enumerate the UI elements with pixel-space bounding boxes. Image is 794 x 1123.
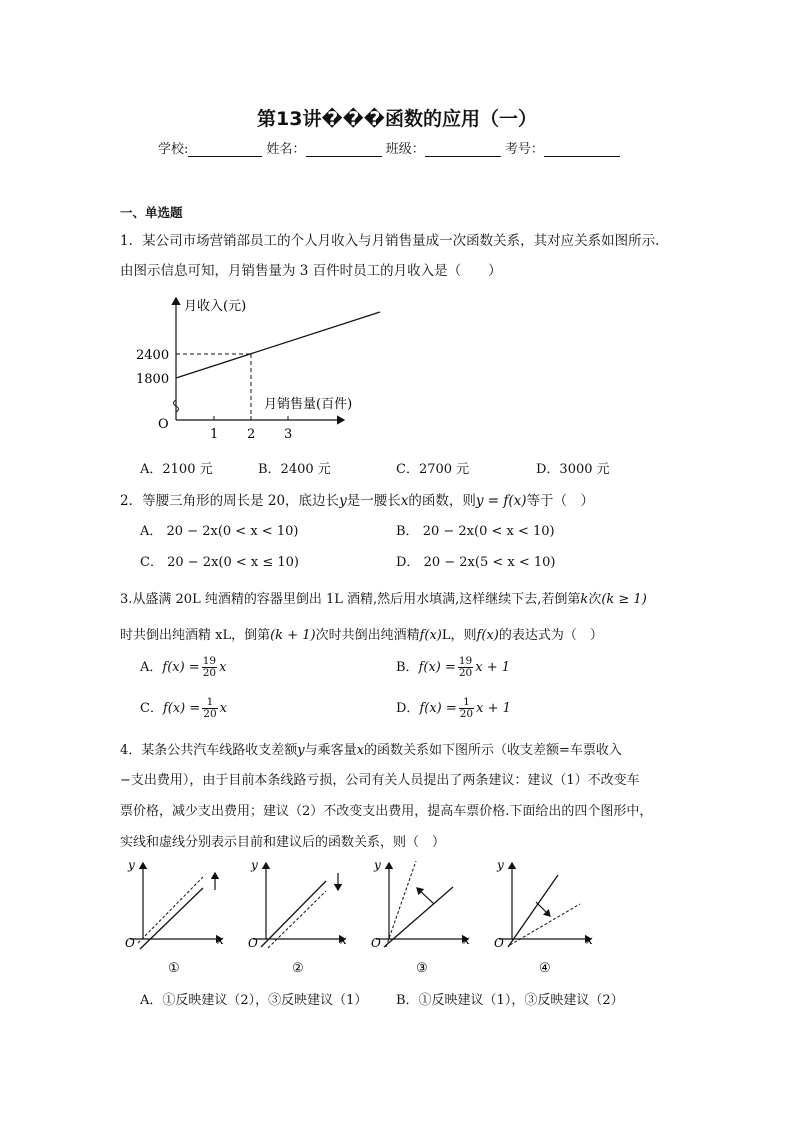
q4-line1-b: 与乘客量 xyxy=(304,743,357,758)
q3-line2-d: 的表达式为（ ） xyxy=(498,628,603,643)
q2-option-d-expr: 20 − 2x(5 < x < 10) xyxy=(423,555,556,570)
q3-option-b-den: 20 xyxy=(458,667,473,679)
q2-expr: y = f(x) xyxy=(475,493,527,509)
q1-xlabel: 月销售量(百件) xyxy=(264,397,353,412)
q1-tick-label-3: 3 xyxy=(284,427,293,442)
g4-arrow xyxy=(536,902,550,916)
q4-option-b[interactable]: B．①反映建议（1），③反映建议（2） xyxy=(396,993,624,1008)
q3-option-a-lhs: f(x) = xyxy=(162,660,200,675)
class-label: 班级： xyxy=(385,142,425,157)
q2-option-a-label: A． xyxy=(140,524,163,539)
q1-line xyxy=(176,312,380,378)
q1-option-a[interactable]: A．2100 元 xyxy=(140,462,213,477)
q3-option-a-frac xyxy=(202,656,217,679)
q2-var-x: x xyxy=(400,493,409,509)
q3-option-c-rhs: x xyxy=(219,701,227,716)
page-title: 第13讲���函数的应用（一） xyxy=(257,108,537,130)
q4-line3: 票价格，减少支出费用；建议（2）不改变支出费用，提高车票价格.下面给出的四个图形中， xyxy=(120,804,653,819)
q3-line2-c: L，则 xyxy=(441,628,477,643)
q1-line2: 由图示信息可知，月销售量为 3 百件时员工的月收入是（ ） xyxy=(120,263,502,279)
name-label: 姓名： xyxy=(266,142,306,157)
q2-option-c-label: C． xyxy=(140,555,163,570)
q2-stem xyxy=(120,489,594,509)
school-blank[interactable] xyxy=(188,143,262,157)
q4-var-y: y xyxy=(297,743,305,758)
q1-ylabel: 月收入(元) xyxy=(184,299,247,314)
q3-option-b-label: B． xyxy=(396,660,419,675)
q1-option-c[interactable]: C．2700 元 xyxy=(396,462,470,477)
q3-line2 xyxy=(120,624,603,643)
q3-option-b-rhs: x + 1 xyxy=(475,660,511,675)
name-blank[interactable] xyxy=(306,143,382,157)
q2-option-d-label: D． xyxy=(396,555,420,570)
q4-line2: −支出费用），由于目前本条线路亏损，公司有关人员提出了两条建议：建议（1）不改变车 xyxy=(120,773,640,788)
q4-graph-2 xyxy=(248,858,347,976)
number-blank[interactable] xyxy=(544,143,620,157)
q1-tick-label-2: 2 xyxy=(247,427,256,442)
student-info xyxy=(158,138,620,157)
q4-line1 xyxy=(120,739,622,758)
q3-option-d-num: 1 xyxy=(459,697,474,709)
q3-option-c-den: 20 xyxy=(203,708,217,720)
q3-option-b-lhs: f(x) = xyxy=(418,660,456,675)
g1-dashed-line xyxy=(138,877,203,943)
q2-option-c-expr: 20 − 2x(0 < x ≤ 10) xyxy=(167,555,299,570)
q2-option-d[interactable] xyxy=(396,551,555,570)
g3-y-label: y xyxy=(374,858,381,872)
g4-y-label: y xyxy=(497,858,504,872)
q2-option-a-expr: 20 − 2x(0 < x < 10) xyxy=(166,524,299,539)
g4-x-label: x xyxy=(586,933,593,947)
q4-line1-c: 的函数关系如下图所示（收支差额=车票收入 xyxy=(364,743,622,758)
q3-option-a-label: A． xyxy=(140,660,163,675)
q3-option-c-label: C． xyxy=(140,701,163,716)
g2-origin: O xyxy=(248,936,258,950)
g1-y-label: y xyxy=(128,858,135,872)
q4-var-x: x xyxy=(356,743,364,758)
q4-line4: 实线和虚线分别表示目前和建议后的函数关系，则（ ） xyxy=(120,835,446,850)
g3-x-label: x xyxy=(463,933,470,947)
g4-caption: ④ xyxy=(539,961,551,976)
q3-option-d-frac xyxy=(459,697,474,720)
g3-origin: O xyxy=(371,936,381,950)
q3-option-d-label: D． xyxy=(396,701,420,716)
q3-option-c-lhs: f(x) = xyxy=(162,701,201,716)
q2-text-c: 的函数，则 xyxy=(408,493,476,509)
q3-option-a-num: 19 xyxy=(202,655,217,667)
q2-option-c[interactable] xyxy=(140,551,299,570)
g1-x-label: x xyxy=(217,933,224,947)
q1-y-2400: 2400 xyxy=(136,348,170,363)
g2-solid-line xyxy=(261,881,326,947)
q3-line2-b: 次时共倒出纯酒精 xyxy=(315,628,420,643)
q4-option-a[interactable]: A．①反映建议（2），③反映建议（1） xyxy=(140,993,368,1008)
q3-line1 xyxy=(120,588,647,607)
q3-option-d[interactable] xyxy=(396,697,511,720)
g1-origin: O xyxy=(125,936,135,950)
q4-graphs xyxy=(118,855,618,980)
g4-solid-line xyxy=(508,875,558,947)
q1-graph xyxy=(130,290,390,450)
g1-solid-line xyxy=(140,888,203,949)
g4-origin: O xyxy=(494,936,504,950)
q1-line1: 1．某公司市场营销部员工的个人月收入与月销售量成一次函数关系，其对应关系如图所示. xyxy=(120,233,660,249)
g2-x-label: x xyxy=(340,933,347,947)
q3-option-c[interactable] xyxy=(140,697,227,720)
q3-option-c-num: 1 xyxy=(202,697,217,709)
q1-option-d[interactable]: D．3000 元 xyxy=(536,462,610,477)
q3-option-d-lhs: f(x) = xyxy=(419,701,457,716)
g2-caption: ② xyxy=(292,961,304,976)
q4-line1-a: 4．某条公共汽车线路收支差额 xyxy=(120,743,298,758)
q3-line2-a: 时共倒出纯酒精 xL，倒第 xyxy=(120,628,271,643)
g2-y-label: y xyxy=(251,858,258,872)
q3-option-d-den: 20 xyxy=(459,708,474,720)
q1-tick-label-1: 1 xyxy=(210,427,219,442)
q3-option-b-num: 19 xyxy=(458,655,473,667)
q4-graph-3 xyxy=(371,858,470,976)
q3-line1-a: 3.从盛满 20L 纯酒精的容器里倒出 1L 酒精,然后用水填满,这样继续下去,若倒第 xyxy=(120,592,581,607)
g1-caption: ① xyxy=(168,961,180,976)
q2-text-b: 是一腰长 xyxy=(346,493,401,509)
q4-graph-4 xyxy=(494,858,593,976)
q3-fx: f(x) xyxy=(419,628,442,643)
q3-option-a-den: 20 xyxy=(202,667,217,679)
q3-option-b[interactable] xyxy=(396,656,510,679)
g3-dashed-line xyxy=(386,861,416,947)
q1-option-b[interactable]: B．2400 元 xyxy=(258,462,331,477)
q3-k1: (k + 1) xyxy=(270,628,316,643)
q2-text-a: 2．等腰三角形的周长是 20，底边长 xyxy=(120,493,340,509)
q1-origin: O xyxy=(158,417,169,432)
q3-fx2: f(x) xyxy=(476,628,499,643)
q2-text-d: 等于（ ） xyxy=(526,493,594,509)
g3-caption: ③ xyxy=(416,961,428,976)
q3-option-b-frac xyxy=(458,656,473,679)
q3-option-a-rhs: x xyxy=(219,660,227,675)
school-label: 学校: xyxy=(158,142,189,157)
section-heading: 一、单选题 xyxy=(120,205,183,220)
q3-line1-b: 次 xyxy=(588,592,602,607)
q2-var-y: y xyxy=(339,493,347,509)
q2-option-b[interactable] xyxy=(396,520,555,539)
q3-cond: (k ≥ 1) xyxy=(601,592,647,607)
q3-k: k xyxy=(580,592,589,607)
q3-option-d-rhs: x + 1 xyxy=(476,701,511,716)
q4-graph-1 xyxy=(125,858,224,976)
q3-option-a[interactable] xyxy=(140,656,226,679)
q3-option-c-frac xyxy=(202,697,217,720)
g3-arrow xyxy=(417,888,434,904)
q1-y-1800: 1800 xyxy=(136,372,170,387)
g3-solid-line xyxy=(384,887,453,947)
q2-option-b-expr: 20 − 2x(0 < x < 10) xyxy=(422,524,555,539)
q2-option-a[interactable] xyxy=(140,520,298,539)
class-blank[interactable] xyxy=(425,143,501,157)
number-label: 考号： xyxy=(504,142,544,157)
q2-option-b-label: B． xyxy=(396,524,419,539)
